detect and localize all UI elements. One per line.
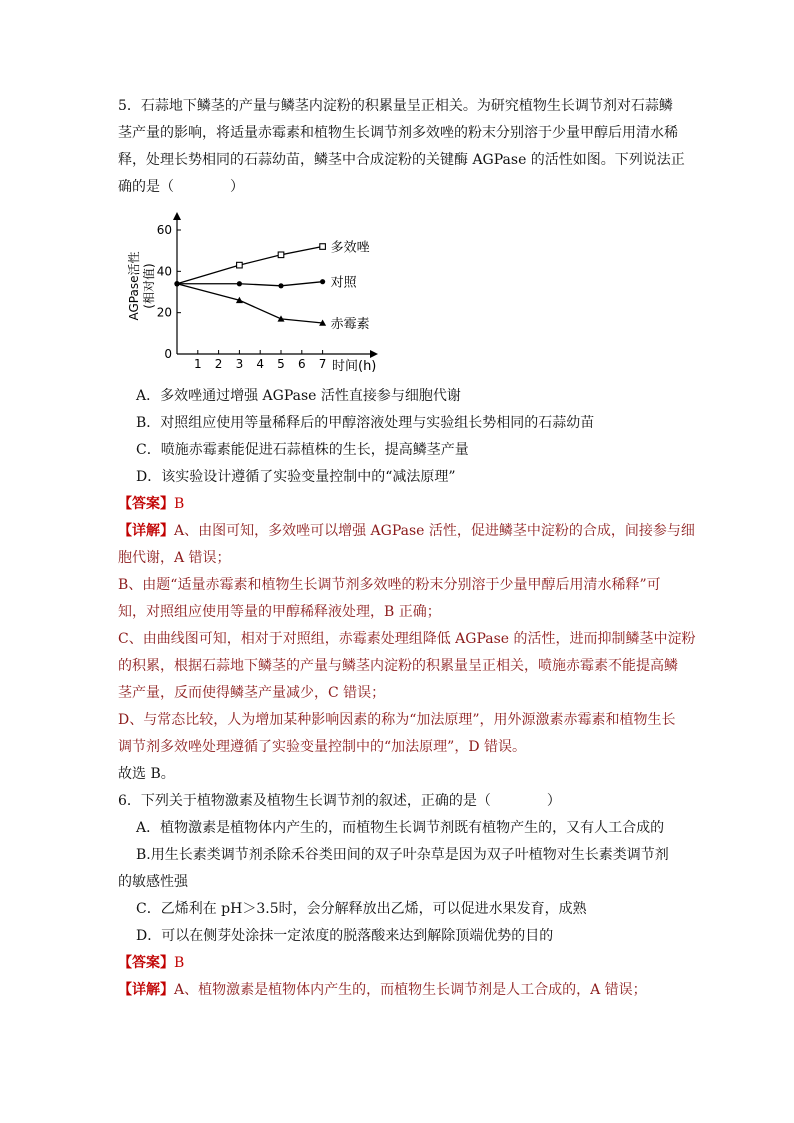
x-tick-label: 3 [235, 357, 244, 371]
data-point-start [174, 281, 179, 286]
q6-option-c: C．乙烯利在 pH＞3.5时，会分解释放出乙烯，可以促进水果发育，成熟 [136, 901, 587, 917]
q6-answer-tag: 【答案】 [118, 955, 174, 971]
q6-option-a: A．植物激素是植物体内产生的，而植物生长调节剂既有植物产生的，又有人工合成的 [136, 820, 665, 836]
q5-detail-line-8: D、与常态比较，人为增加某种影响因素的称为“加法原理”，用外源激素赤霉素和植物生长 [118, 712, 676, 728]
x-tick-label: 5 [277, 357, 285, 371]
series-line-对照 [177, 282, 323, 286]
data-point-多效唑 [320, 244, 326, 250]
q5-detail-line-3: B、由题“适量赤霉素和植物生长调节剂多效唑的粉末分别溶于少量甲醇后用清水稀释”可 [118, 577, 661, 593]
data-point-对照 [320, 279, 325, 284]
x-tick-label: 7 [318, 357, 327, 371]
q6-answer [118, 953, 184, 973]
q6-detail-line-1 [118, 980, 647, 1000]
q5-detail-line-1 [118, 521, 695, 541]
y-axis-arrow [173, 212, 181, 220]
x-tick-label: 2 [214, 357, 223, 371]
q5-stem-line-2: 茎产量的影响，将适量赤霉素和植物生长调节剂多效唑的粉末分别溶于少量甲醇后用清水稀 [118, 125, 678, 141]
q5-option-b: B．对照组应使用等量稀释后的甲醇溶液处理与实验组长势相同的石蒜幼苗 [136, 415, 595, 431]
q6-option-b-cont: 的敏感性强 [118, 874, 188, 890]
data-point-对照 [237, 281, 242, 286]
q6-detail-text-1: A、植物激素是植物体内产生的，而植物生长调节剂是人工合成的，A 错误； [174, 982, 647, 998]
q5-detail-line-4: 知，对照组应使用等量的甲醇稀释液处理，B 正确； [118, 604, 441, 620]
q5-option-a: A．多效唑通过增强 AGPase 活性直接参与细胞代谢 [136, 388, 461, 404]
q5-answer-tag: 【答案】 [118, 496, 174, 512]
q5-detail-line-6: 的积累，根据石蒜地下鳞茎的产量与鳞茎内淀粉的积累量呈正相关，喷施赤霉素不能提高鳞 [118, 658, 678, 674]
q5-conclusion: 故选 B。 [118, 766, 175, 782]
q6-option-d: D．可以在侧芽处涂抹一定浓度的脱落酸来达到解除顶端优势的目的 [136, 928, 554, 944]
q5-stem-line-3: 释，处理长势相同的石蒜幼苗，鳞茎中合成淀粉的关键酶 AGPase 的活性如图。下列说法正 [118, 152, 685, 168]
q5-detail-line-5: C、由曲线图可知，相对于对照组，赤霉素处理组降低 AGPase 的活性，进而抑制鳞茎中淀粉 [118, 631, 696, 647]
data-point-对照 [278, 283, 283, 288]
data-point-多效唑 [237, 262, 243, 268]
agpase-activity-chart [124, 206, 404, 386]
series-line-赤霉素 [177, 284, 323, 323]
y-tick-label: 40 [156, 264, 172, 279]
q5-answer-value: B [174, 496, 185, 512]
x-axis-arrow [370, 350, 378, 358]
x-tick-label: 1 [193, 357, 202, 371]
q5-detail-line-2: 胞代谢，A 错误； [118, 550, 231, 566]
q5-answer [118, 494, 184, 514]
series-label-对照: 对照 [330, 275, 357, 291]
y-tick-label: 0 [164, 347, 172, 361]
q6-stem: 6．下列关于植物激素及植物生长调节剂的叙述，正确的是（ ） [118, 793, 561, 809]
q5-option-c: C．喷施赤霉素能促进石蒜植株的生长，提高鳞茎产量 [136, 442, 469, 458]
y-axis-label-line-1: AGPase活性 [127, 251, 141, 321]
y-tick-label: 20 [156, 305, 172, 320]
series-label-多效唑: 多效唑 [330, 240, 370, 256]
q6-answer-value: B [174, 955, 185, 971]
q5-detail-line-9: 调节剂多效唑处理遵循了实验变量控制中的“加法原理”，D 错误。 [118, 739, 526, 755]
q5-stem-line-1: 5．石蒜地下鳞茎的产量与鳞茎内淀粉的积累量呈正相关。为研究植物生长调节剂对石蒜鳞 [118, 98, 673, 114]
data-point-多效唑 [278, 252, 284, 258]
x-tick-label: 4 [256, 357, 265, 371]
q5-stem-line-4: 确的是（ ） [118, 179, 244, 195]
q5-detail-line-7: 茎产量，反而使得鳞茎产量减少，C 错误； [118, 685, 386, 701]
series-label-赤霉素: 赤霉素 [330, 317, 370, 332]
q5-detail-text-1: A、由图可知，多效唑可以增强 AGPase 活性，促进鳞茎中淀粉的合成，间接参与细 [174, 523, 695, 539]
x-axis-label: 时间(h) [332, 359, 377, 374]
q5-detail-tag: 【详解】 [118, 523, 174, 539]
x-tick-label: 6 [297, 357, 306, 371]
y-tick-label: 60 [156, 223, 172, 237]
series-line-多效唑 [177, 247, 323, 284]
q5-option-d: D．该实验设计遵循了实验变量控制中的“减法原理” [136, 469, 456, 485]
q6-detail-tag: 【详解】 [118, 982, 174, 998]
q6-option-b: B.用生长素类调节剂杀除禾谷类田间的双子叶杂草是因为双子叶植物对生长素类调节剂 [136, 847, 669, 863]
y-axis-label-line-2: (相对值) [142, 263, 156, 309]
